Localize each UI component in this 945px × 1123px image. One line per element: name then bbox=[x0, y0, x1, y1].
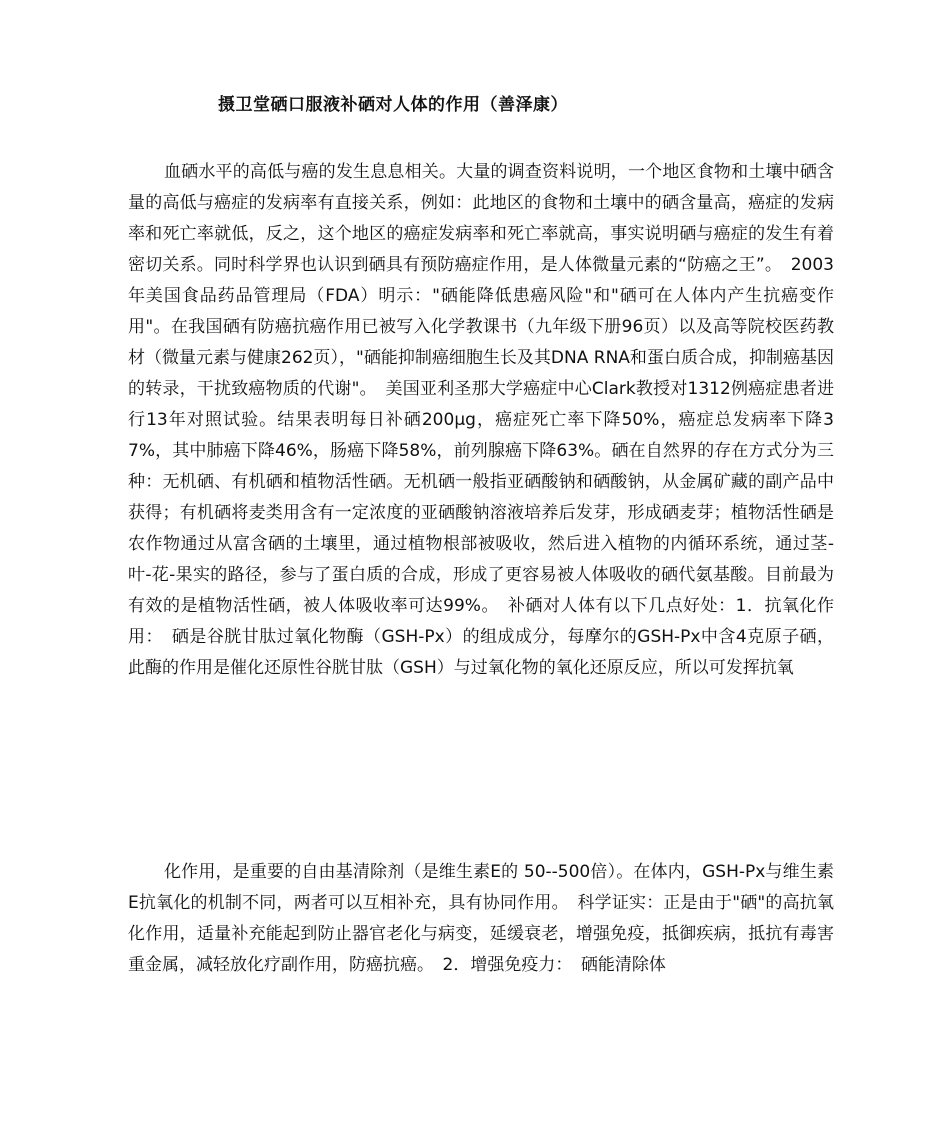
document-title: 摄卫堂硒口服液补硒对人体的作用（善泽康） bbox=[218, 95, 568, 115]
paragraph-1: 血硒水平的高低与癌的发生息息相关。大量的调查资料说明，一个地区食物和土壤中硒含量的高低与癌症的发病率有直接关系，例如：此地区的食物和土壤中的硒含量高，癌症的发病率和死亡率就低，反之，这个地区的癌症发病率和死亡率就高，事实说明硒与癌症的发生有着密切关系。同时科学界也认识到硒具有预防癌症作用，是人体微量元素的“防癌之王”。 2003年美国食品药品管理局（FDA）明示："硒能降低患癌风险"和"硒可在人体内产生抗癌变作用"。在我国硒有防癌抗癌作用已被写入化学教课书（九年级下册96页）以及高等院校医药教材（微量元素与健康262页），"硒能抑制癌细胞生长及其DNA RNA和蛋白质合成，抑制癌基因的转录，干扰致癌物质的代谢"。 美国亚利圣那大学癌症中心Clark教授对1312例癌症患者进行13年对照试验。结果表明每日补硒200μg，癌症死亡率下降50%，癌症总发病率下降37%，其中肺癌下降46%，肠癌下降58%，前列腺癌下降63%。硒在自然界的存在方式分为三种：无机硒、有机硒和植物活性硒。无机硒一般指亚硒酸钠和硒酸钠，从金属矿藏的副产品中获得；有机硒将麦类用含有一定浓度的亚硒酸钠溶液培养后发芽，形成硒麦芽；植物活性硒是农作物通过从富含硒的土壤里，通过植物根部被吸收，然后进入植物的内循环系统，通过茎-叶-花-果实的路径，参与了蛋白质的合成，形成了更容易被人体吸收的硒代氨基酸。目前最为有效的是植物活性硒，被人体吸收率可达99%。 补硒对人体有以下几点好处：1．抗氧化作用： 硒是谷胱甘肽过氧化物酶（GSH-Px）的组成成分，每摩尔的GSH-Px中含4克原子硒，此酶的作用是催化还原性谷胱甘肽（GSH）与过氧化物的氧化还原反应，所以可发挥抗氧 bbox=[128, 162, 834, 678]
paragraph-2: 化作用，是重要的自由基清除剂（是维生素E的 50--500倍）。在体内，GSH-Px与维生素E抗氧化的机制不同，两者可以互相补充，具有协同作用。 科学证实：正是由于"硒"的高抗氧化作用，适量补充能起到防止器官老化与病变，延缓衰老，增强免疫，抵御疾病，抵抗有毒害重金属，减轻放化疗副作用，防癌抗癌。 2．增强免疫力： 硒能清除体 bbox=[128, 862, 834, 975]
